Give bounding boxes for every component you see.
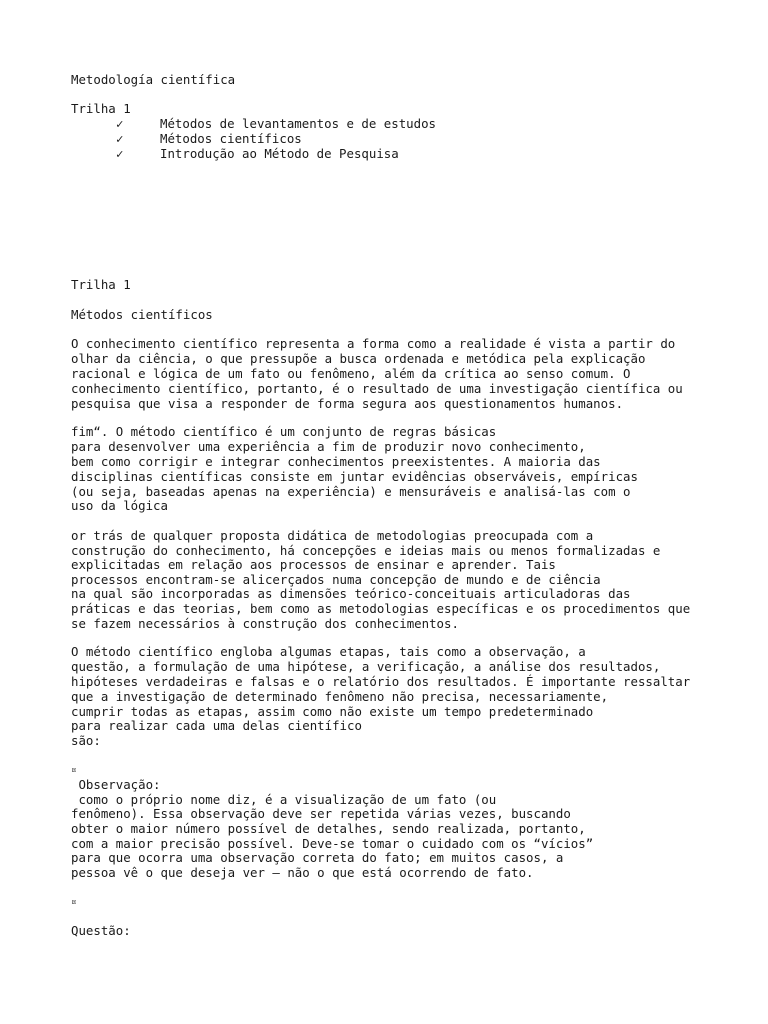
check-icon: ✓ xyxy=(116,116,124,131)
toc-item: Introdução ao Método de Pesquisa xyxy=(160,146,399,161)
paragraph-line: racional e lógica de um fato ou fenômeno, além da crítica ao senso comum. O xyxy=(71,366,631,381)
observacao-title: Observação: xyxy=(71,777,161,792)
paragraph-line: explicitadas em relação aos processos de ensinar e aprender. Tais xyxy=(71,557,556,572)
paragraph-line: processos encontram-se alicerçados numa concepção de mundo e de ciência xyxy=(71,572,601,587)
trilha-label: Trilha 1 xyxy=(71,101,131,116)
paragraph-line: fim“. O método científico é um conjunto de regras básicas xyxy=(71,424,497,439)
paragraph-line: (ou seja, baseadas apenas na experiência) e mensuráveis e analisá-las com o xyxy=(71,484,631,499)
paragraph-line: para realizar cada uma delas científico xyxy=(71,718,362,733)
paragraph-line: pessoa vê o que deseja ver – não o que está ocorrendo de fato. xyxy=(71,865,534,880)
paragraph-line: pesquisa que visa a responder de forma segura aos questionamentos humanos. xyxy=(71,396,624,411)
toc-item: Métodos científicos xyxy=(160,131,302,146)
document-title: Metodología científica xyxy=(71,72,236,87)
bullet-icon: ¤ xyxy=(71,766,77,776)
paragraph-line: questão, a formulação de uma hipótese, a verificação, a análise dos resultados, xyxy=(71,659,661,674)
paragraph-line: práticas e das teorias, bem como as metodologias específicas e os procedimentos que xyxy=(71,601,691,616)
paragraph-line: or trás de qualquer proposta didática de metodologias preocupada com a xyxy=(71,528,594,543)
paragraph-line: com a maior precisão possível. Deve-se tomar o cuidado com os “vícios” xyxy=(71,836,594,851)
paragraph-line: O conhecimento científico representa a forma como a realidade é vista a partir do xyxy=(71,336,676,351)
paragraph-line: olhar da ciência, o que pressupõe a busca ordenada e metódica pela explicação xyxy=(71,351,646,366)
section-trilha-label: Trilha 1 xyxy=(71,277,131,292)
paragraph-line: uso da lógica xyxy=(71,498,168,513)
check-icon: ✓ xyxy=(116,146,124,161)
paragraph-line: obter o maior número possível de detalhes, sendo realizada, portanto, xyxy=(71,821,586,836)
paragraph-line: são: xyxy=(71,733,101,748)
questao-title: Questão: xyxy=(71,923,131,938)
section-heading: Métodos científicos xyxy=(71,307,213,322)
paragraph-line: disciplinas científicas consiste em juntar evidências observáveis, empíricas xyxy=(71,469,638,484)
check-icon: ✓ xyxy=(116,131,124,146)
paragraph-line: se fazem necessários à construção dos conhecimentos. xyxy=(71,616,459,631)
bullet-icon: ¤ xyxy=(71,898,77,908)
paragraph-line: como o próprio nome diz, é a visualização de um fato (ou xyxy=(71,792,497,807)
paragraph-line: fenômeno). Essa observação deve ser repetida várias vezes, buscando xyxy=(71,806,571,821)
paragraph-line: hipóteses verdadeiras e falsas e o relatório dos resultados. É importante ressaltar xyxy=(71,674,691,689)
paragraph-line: bem como corrigir e integrar conhecimentos preexistentes. A maioria das xyxy=(71,454,601,469)
paragraph-line: para desenvolver uma experiência a fim de produzir novo conhecimento, xyxy=(71,439,586,454)
paragraph-line: que a investigação de determinado fenômeno não precisa, necessariamente, xyxy=(71,689,609,704)
paragraph-line: construção do conhecimento, há concepções e ideias mais ou menos formalizadas e xyxy=(71,543,661,558)
toc-item: Métodos de levantamentos e de estudos xyxy=(160,116,437,131)
paragraph-line: na qual são incorporadas as dimensões teórico-conceituais articuladoras das xyxy=(71,586,631,601)
paragraph-line: para que ocorra uma observação correta do fato; em muitos casos, a xyxy=(71,850,564,865)
paragraph-line: O método científico engloba algumas etapas, tais como a observação, a xyxy=(71,644,586,659)
paragraph-line: cumprir todas as etapas, assim como não existe um tempo predeterminado xyxy=(71,704,594,719)
paragraph-line: conhecimento científico, portanto, é o resultado de uma investigação científica ou xyxy=(71,381,683,396)
